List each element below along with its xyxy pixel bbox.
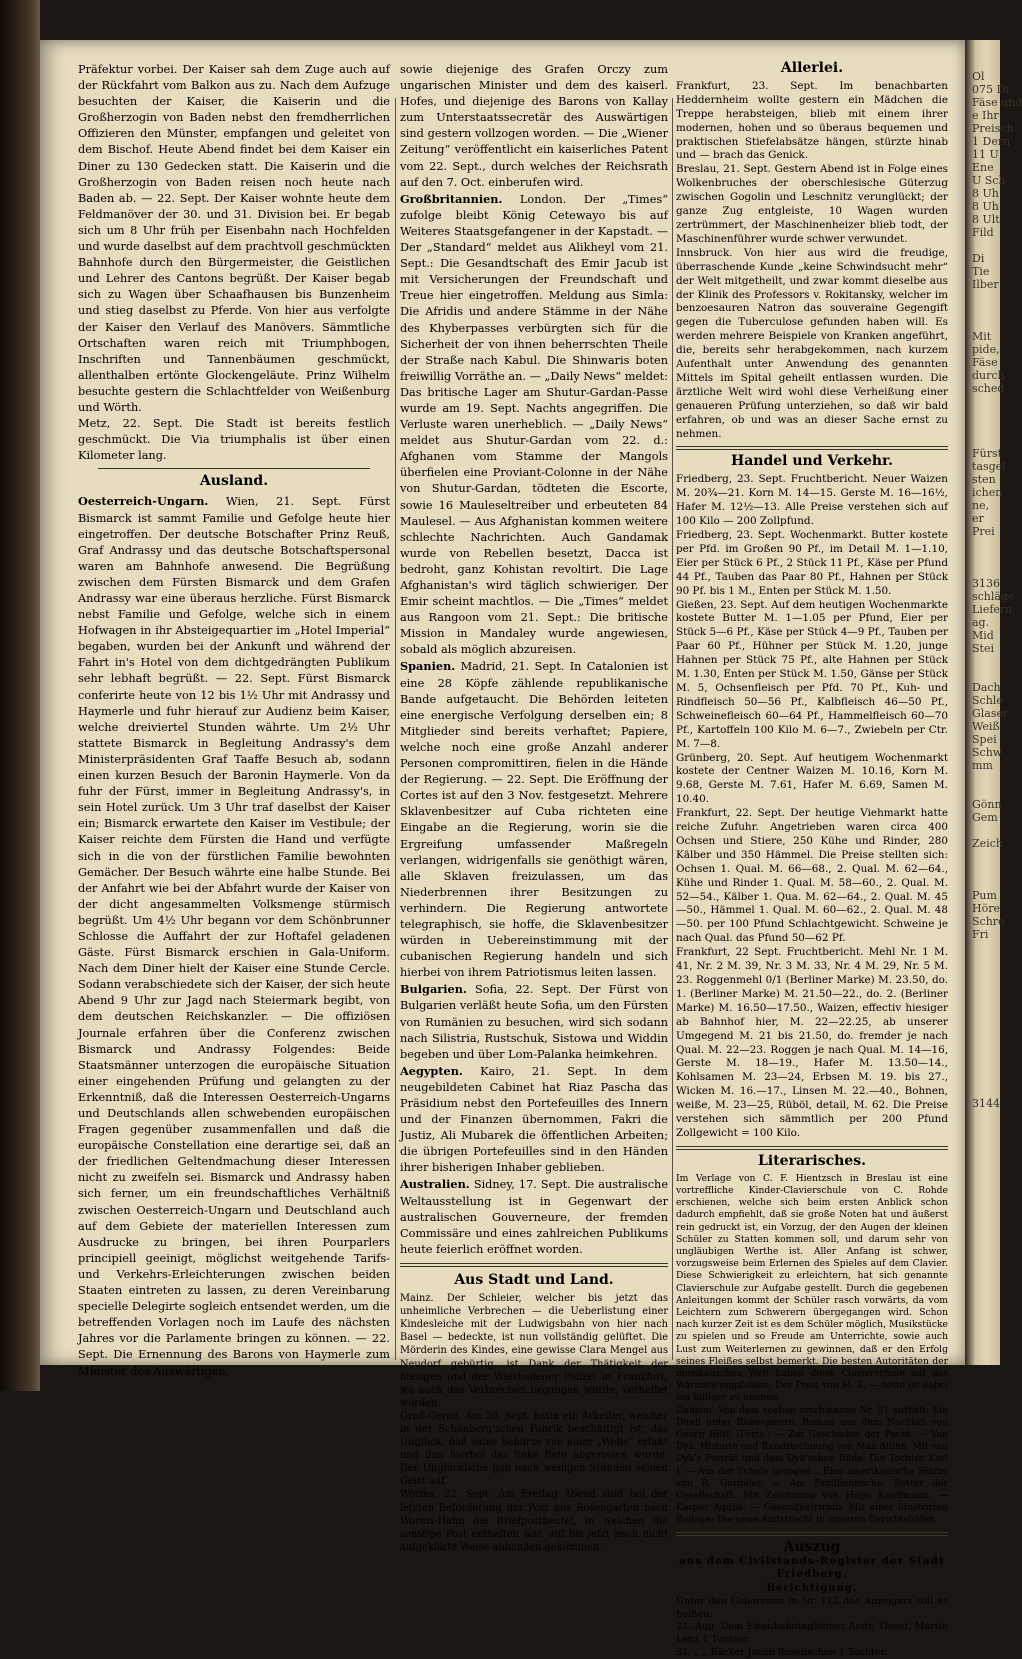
register-text: Unter den Geborenen in Nr. 112 des Anzeigers soll es heißen: xyxy=(676,1596,948,1620)
next-page-fragment: Liefern xyxy=(972,603,1013,616)
article-text: Wien, 21. Sept. Fürst Bismarck ist sammt Familie und Gefolge heute hier eingetroffen. Der deutsche Botschafter Prinz Reuß, Graf Andrassy und das deutsche Botschaftspersonal waren am Bahnhofe anwesend. Die Begrüßung zwischen dem Fürsten Bismarck und dem Grafen Andrassy war eine überaus herzliche. Fürst Bismarck nebst Familie und Gefolge, welche sich in einem Hofwagen in ihr Absteigequartier im „Hotel Imperial“ begaben, wurden bei der Ankunft und während der Fahrt in's Hotel von dem dichtgedrängten Publikum sehr lebhaft begrüßt. — 22. Sept. Fürst Bismarck conferirte heute von 12 bis 1½ Uhr mit Andrassy und Haymerle und fuhr hierauf zur Audienz beim Kaiser, welche dreiviertel Stunden währte. Um 2½ Uhr stattete Bismarck in Begleitung Andrassy's dem Ministerpräsidenten Graf Taaffe Besuch ab, sodann einen kurzen Besuch der Baronin Haymerle. Von da fuhr der Fürst, immer in Begleitung Andrassy's, in sein Hotel zurück. Um 3 Uhr traf daselbst der Kaiser ein; Bismarck erwartete den Kaiser im Vestibule; der Kaiser reichte dem Fürsten die Hand und verfügte sich in die von der fürstlichen Familie bewohnten Gemächer. Der Besuch währte eine halbe Stunde. Bei der Anfahrt wie bei der Abfahrt wurde der Kaiser von der dicht angesammelten Volksmenge stürmisch begrüßt. Um 4½ Uhr begann vor dem Schönbrunner Schlosse die Auffahrt der zur Hoftafel geladenen Gäste. Fürst Bismarck erschien in Gala-Uniform. Nach dem Diner hielt der Kaiser eine Stunde Cercle. Sodann verabschiedete sich der Kaiser, der sich heute Abend 9 Uhr zur Jagd nach Steiermark begibt, von dem deutschen Reichskanzler. — Die offiziösen Journale erfahren über die Conferenz zwischen Bismarck und Andrassy Folgendes: Beide Staatsmänner unterzogen die europäische Situation einer eingehenden Prüfung und gelangten zu der Erkenntniß, daß die Interessen Oesterreich-Ungarns und Deutschlands allen schwebenden europäischen Fragen gegenüber zusammenfallen und daß die europäische Constellation eine derartige sei, daß an der friedlichen Geltendmachung dieser Interessen nicht zu zweifeln sei. Bismarck und Andrassy haben sich ferner, um ein freundschaftliches Verhältniß zwischen Oesterreich-Ungarn und Deutschland auch auf dem Gebiete der materiellen Interessen zum Ausdrucke zu bringen, bei ihren Pourparlers principiell geeinigt, möglichst weitgehende Tarifs- und Verkehrs-Erleichterungen zwischen beiden Staaten eintreten zu lassen, zu deren Vereinbarung specielle Delegirte sogleich entsendet werden, um die betreffenden Vorlagen noch im Laufe des nächsten Jahres vor die Parlamente bringen zu können. — 22. Sept. Die Ernennung des Barons von Haymerle zum Minister des Auswärtigen, xyxy=(78,495,390,1378)
next-page-fragment xyxy=(972,967,1000,980)
next-page-fragment: Glaser xyxy=(972,707,1009,720)
berichtigung-heading: Berichtigung. xyxy=(766,1583,858,1595)
next-page-fragment: Gönn xyxy=(972,798,1002,811)
article-text: Präfektur vorbei. Der Kaiser sah dem Zuge auch auf der Rückfahrt vom Balkon aus zu. Nach dem Aufzuge besuchten der Kaiser, die Kaiserin und die Großherzogin von Baden nebst den fremdherrlichen Offizieren den Münster, empfangen und geleitet von dem Bischof. Heute Abend findet bei dem Kaiser ein Diner zu 130 Gedecken statt. Die Kaiserin und die Großherzogin von Baden reisen noch heute nach Baden ab. — 22. Sept. Der Kaiser wohnte heute dem Feldmanöver der 30. und 31. Division bei. Er begab sich um 8 Uhr früh per Eisenbahn nach Hochfelden und wurde daselbst auf dem prachtvoll geschmückten Bahnhofe durch den Bürgermeister, die Geistlichen und Lehrer des Cantons begrüßt. Der Kaiser begab sich zu Wagen über Schaafhausen bis Bunzenheim und stieg daselbst zu Pferde. Von hier aus verfolgte der Kaiser den Verlauf des Manövers. Sämmtliche Ortschaften waren reich mit Triumphbogen, Inschriften und Tannenbäumen geschmückt, allenthalben ertönte Glockengeläute. Prinz Wilhelm besuchte gestern die Schlachtfelder von Weißenburg und Wörth. xyxy=(78,63,390,414)
column-3 xyxy=(676,62,948,1659)
next-page-fragment: Ol xyxy=(972,70,985,83)
separator xyxy=(676,446,948,450)
next-page-fragment: sten xyxy=(972,473,996,486)
next-page-fragment: Prei xyxy=(972,525,995,538)
section-heading-handel: Handel und Verkehr. xyxy=(731,453,893,470)
section-heading-ausland: Ausland. xyxy=(199,473,269,490)
next-page-fragment: tasgel xyxy=(972,460,1006,473)
next-page-fragment: Preisch xyxy=(972,122,1014,135)
next-page-fragment: Ilber xyxy=(972,278,999,291)
article-text: Sofia, 22. Sept. Der Fürst von Bulgarien verläßt heute Sofia, um den Fürsten von Rumänien zu besuchen, wird sich sodann nach Silistria, Rustschuk, Sistowa und Widdin begeben und über Lom-Palanka heimkehren. xyxy=(400,983,669,1061)
separator xyxy=(676,1146,948,1150)
next-page-fragment xyxy=(972,655,1000,668)
next-page-fragment: Ene xyxy=(972,161,994,174)
market-report: Friedberg, 23. Sept. Fruchtbericht. Neuer Waizen M. 20¾—21. Korn M. 14—15. Gerste M. 16—16½, Hafer M. 12½—13. Alle Preise verstehen sich auf 100 Kilo — 200 Zollpfund. xyxy=(676,473,948,528)
next-page-fragment: Schre xyxy=(972,915,1005,928)
register-entry: 21. Aug. Dem Eisenbahntaglöhner Andr. Theod. Martin Lenz 1 Tochter. xyxy=(676,1621,948,1646)
article-text: Kairo, 21. Sept. In dem neugebildeten Cabinet hat Riaz Pascha das Präsidium nebst den Portefeuilles des Innern und der Finanzen übernommen, Fakri die Justiz, Ali Mubarek die öffentlichen Arbeiten; die übrigen Portefeuilles sind in den Händen ihrer bisherigen Inhaber geblieben. xyxy=(400,1064,668,1175)
article-text: Worms, 22. Sept. Am Freitag Abend sind bei der letzten Beförderung der Post aus Rosengarten nach Worms-Hahn die Briefpostbeutel, in welchen die sonstige Post enthalten war, auf bis jetzt noch nicht aufgeklärte Weise abhanden gekommen. xyxy=(400,1489,668,1553)
next-page-fragment xyxy=(972,1084,1000,1097)
separator xyxy=(676,1532,948,1536)
next-page-fragment: 8 Uh xyxy=(972,187,999,200)
next-page-fragment xyxy=(972,980,1000,993)
next-page-fragment xyxy=(972,876,1000,889)
market-report: Frankfurt, 22 Sept. Fruchtbericht. Mehl Nr. 1 M. 41, Nr. 2 M. 39, Nr. 3 M. 33, Nr. 4 M. 29, Nr. 5 M. 23. Roggenmehl 0/1 (Berliner Marke) M. 23.50, do. 1. (Berliner Marke) M. 21.50—22., do. 2. (Berliner Marke) M. 16.50—17.50., Waizen, effectiv hiesiger ab Bahnhof hier, M. 22—22.25, ab unserer Umgegend M. 21 bis 21.50, do. fremder je nach Qual. M. 22—23. Roggen je nach Qual. M. 14—16, Gerste M. 18—19., Hafer M. 13.50—14., Kohlsamen M. 23—24, Erbsen M. 19. bis 27., Wicken M. 16.—17., Linsen M. 22.—40., Bohnen, weiße, M. 23—25, Rüböl, detail, M. 62. Die Preise verstehen sich sämmtlich per 200 Pfund Zollgewicht = 100 Kilo. xyxy=(676,946,948,1139)
next-page-fragment: Fürst xyxy=(972,447,1003,460)
next-page-fragment: durch xyxy=(972,369,1005,382)
next-page-fragment: Fäse xyxy=(972,356,998,369)
column-2 xyxy=(400,62,668,1554)
article-text: sowie diejenige des Grafen Orczy zum ungarischen Minister und dem des kaiserl. Hofes, und diejenige des Barons von Kallay zum Unterstaatssecretär des Auswärtigen sind gestern vollzogen worden. — Die „Wiener Zeitung“ veröffentlicht ein kaiserliches Patent vom 22. Sept., durch welches der Reichsrath auf den 7. Oct. einberufen wird. xyxy=(400,63,668,189)
next-page-fragment: 1 Dern xyxy=(972,135,1011,148)
column-rule xyxy=(395,98,396,1360)
next-page-fragment xyxy=(972,1045,1000,1058)
article-text: Im Verlage von C. F. Hientzsch in Breslau ist eine vortreffliche Kinder-Clavierschule von C. Rohde erschienen, welche sich beim ersten Anblick schon dadurch empfiehlt, daß sie große Noten hat und äußerst rein gedruckt ist, ein Vorzug, der den Augen der kleinen Schüler zu Statten kommen soll, und darum sehr von ungläubigen Werthe ist. Aller Anfang ist schwer, vorzugsweise beim Erlernen des Spieles auf dem Clavier. Diese Schwierigkeit zu erleichtern, hat sich genannte Clavierschule zur Aufgabe gestellt. Durch die gegebenen Anleitungen kommt der Schüler rasch vorwärts, da vom Leichtern zum Schwerern übergegangen wird. Schon nach kurzer Zeit ist es dem Schüler möglich, Musikstücke zu spielen und so Freude am Unterrichte, sowie auch Lust zum Weiterlernen zu gewinnen, daß er den Erfolg seines Fleißes selbst bemerkt. Die besten Autoritäten der musikalischen Welt haben diese Clavierschule auf das Wärmste empfohlen. Der Preis von M. 3. — netto ist dabei ein billiger zu nennen. xyxy=(676,1172,948,1404)
section-heading-literarisches: Literarisches. xyxy=(758,1152,866,1169)
article-text: Sidney, 17. Sept. Die australische Weltausstellung ist in Gegenwart der australischen Gouverneure, der fremden Commissäre und eines zahlreichen Publikums heute feierlich eröffnet worden. xyxy=(400,1178,668,1256)
next-page-fragment: Schle xyxy=(972,694,1003,707)
next-page-fragment: Spei xyxy=(972,733,997,746)
section-heading-stadt-und-land: Aus Stadt und Land. xyxy=(454,1271,614,1288)
register-entry: 31. „ „ Bäcker Jacob Rosenschon 1 Tochter. xyxy=(676,1646,888,1658)
next-page-fragment xyxy=(972,1071,1000,1084)
next-page-fragment xyxy=(972,395,1000,408)
next-page-fragment xyxy=(972,408,1000,421)
next-page-fragment: 8 Uh xyxy=(972,200,999,213)
next-page-fragment xyxy=(972,824,1000,837)
next-page-fragments xyxy=(965,40,1022,1110)
next-page-fragment xyxy=(972,538,1000,551)
auszug-subtitle: aus dem Civilstands-Register der Stadt Friedberg. xyxy=(679,1554,945,1581)
book-spine xyxy=(0,0,40,1391)
next-page-fragment: Tie xyxy=(972,265,990,278)
next-page-fragment xyxy=(972,434,1000,447)
market-report: Grünberg, 20. Sept. Auf heutigem Wochenmarkt kostete der Centner Waizen M. 10.16, Korn M. 9.68, Gerste M. 7.61, Hafer M. 6.69, Samen M. 10.40. xyxy=(676,751,948,806)
next-page-fragment xyxy=(972,1019,1000,1032)
next-page-edge xyxy=(965,40,1022,1365)
next-page-fragment: Mit xyxy=(972,330,992,343)
next-page-fragment: 075 Di xyxy=(972,83,1009,96)
article-text: Mainz. Der Schleier, welcher bis jetzt das unheimliche Verbrechen — die Ueberlistung einer Kindesleiche mit der Ludwigsbahn von hier nach Basel — bedeckte, ist nun vollständig gelüftet. Die Mörderin des Kindes, eine gewisse Clara Mengel aus Neudorf gebürtig, ist Dank der Thätigkeit der hiesigen und der Wiesbadener Polizei in Frankfurt, wo auch das Verbrechen begangen wurde, verhaftet worden. xyxy=(400,1293,668,1409)
subheading-oesterreich: Oesterreich-Ungarn. xyxy=(78,494,209,509)
next-page-fragment: Di xyxy=(972,252,985,265)
next-page-fragment xyxy=(972,551,1000,564)
market-report: Gießen, 23. Sept. Auf dem heutigen Wochenmarkte kostete Butter M. 1—1.05 per Pfund, Eier per Stück 5—6 Pf., Käse per Stück 4—9 Pf., Tauben per Paar 60 Pf., Hühner per Stück M. 1.20, junge Hahnen per Stück 75 Pf., alte Hahnen per Stück M. 1.30, Enten per Stück M. 1.50, Gänse per Stück M. 5, Ochsenfleisch per Pfd. 70 Pf., Kuh- und Rindfleisch 50—56 Pf., Kalbfleisch 46—50 Pf., Schweinefleisch 60—64 Pf., Hammelfleisch 60—70 Pf., Kartoffeln 100 Kilo M. 6—7., Zwiebeln per Ctr. M. 7—8. xyxy=(676,598,948,750)
next-page-fragment: Stei xyxy=(972,642,994,655)
next-page-fragment xyxy=(972,1032,1000,1045)
market-report: Frankfurt, 22. Sept. Der heutige Viehmarkt hatte reiche Zufuhr. Angetrieben waren circa 400 Ochsen und Stiere, 250 Kühe und Rinder, 280 Kälber und 350 Hämmel. Die Preise stellten sich: Ochsen 1. Qual. M. 66—68., 2. Qual. M. 62—64., Kühe und Rinder 1. Qual. M. 58—60., 2. Qual. M. 52—54., Kälber 1. Qua. M. 62—64., 2. Qual. M. 45—50., Hämmel 1. Qual. M. 60—62., 2. Qual. M. 48—50. per 100 Pfund Schlachtgewicht. Schweine je nach Qual. das Pfund 50—62 Pf. xyxy=(676,807,948,945)
next-page-fragment xyxy=(972,564,1000,577)
next-page-fragment: Höre xyxy=(972,902,1000,915)
subheading-grossbritannien: Großbritannien. xyxy=(400,191,503,206)
next-page-fragment xyxy=(972,785,1000,798)
next-page-fragment: mm xyxy=(972,759,993,772)
next-page-fragment xyxy=(972,863,1000,876)
next-page-fragment xyxy=(972,993,1000,1006)
next-page-fragment xyxy=(972,1058,1000,1071)
next-page-fragment: Weiß xyxy=(972,720,1000,733)
next-page-fragment xyxy=(972,421,1000,434)
next-page-fragment: Dach xyxy=(972,681,1001,694)
article-text: Breslau, 21. Sept. Gestern Abend ist in Folge eines Wolkenbruches der oberschlesische Güterzug zwischen Gogolin und Leschnitz verunglückt; der ganze Zug entgleiste, 10 Wagen wurden zertrümmert, der Maschinenheizer blieb todt, der Maschinenführer wurde schwer verwundet. xyxy=(676,163,948,245)
column-rule xyxy=(672,98,673,1360)
next-page-fragment: Pum xyxy=(972,889,997,902)
article-text: Innsbruck. Von hier aus wird die freudige, überraschende Kunde „keine Schwindsucht mehr“ der Welt mitgetheilt, und zwar kommt dieselbe aus der Klinik des Professors v. Rokitansky, welcher im benzoesauren Natron das souveraine Gegengift gegen die Tuberculose gefunden haben will. Es werden mehrere Beispiele von Kranken angeführt, die, bereits sehr herabgekommen, nach kurzem Aufenthalt unter Anwendung des genannten Mittels im Spital geheilt entlassen wurden. Die ärztliche Welt wird wohl diese Verheißung einer genaueren Prüfung unterziehen, so daß wir bald erfahren, ob und was an dieser Sache ernst zu nehmen. xyxy=(676,246,948,440)
next-page-fragment: Fri xyxy=(972,928,989,941)
next-page-fragment: 3144 xyxy=(972,1097,1000,1110)
next-page-fragment: 3136 xyxy=(972,577,1000,590)
next-page-fragment xyxy=(972,291,1000,304)
next-page-fragment: Gem xyxy=(972,811,998,824)
next-page-fragment: ag. xyxy=(972,616,990,629)
next-page-fragment xyxy=(972,668,1000,681)
next-page-fragment: e Ihr xyxy=(972,109,999,122)
article-text: London. Der „Times“ zufolge bleibt König Cetewayo bis auf Weiteres Staatsgefangener in der Kapstadt. — Der „Standard“ meldet aus Alikheyl vom 21. Sept.: Die Gesandtschaft des Emir Jacub ist mit Versicherungen der Freundschaft und Treue hier eingetroffen. Meldung aus Simla: Die Afridis und andere Stämme in der Nähe des Khyberpasses verbürgten sich für die Sicherheit der von ihnen beherrschten Theile der Straße nach Kabul. Die Shinwaris boten freiwillig Vorräthe an. — „Daily News“ meldet: Das britische Lager am Shutur-Gardan-Passe wurde am 19. Sept. Nachts angegriffen. Die Verluste waren unerheblich. — „Daily News“ meldet aus Shutur-Gardan vom 22. d.: Afghanen vom Stamme der Mangols überfielen eine Proviant-Colonne in der Nähe von Shutur-Gardan, tödteten die Escorte, sowie 16 Mauleseltreiber und erbeuteten 84 Maulesel. — Aus Afghanistan kommen weitere schlechte Nachrichten. Auch Gandamak wurde von Rebellen besetzt, Dacca ist bedroht, ganz Kohistan revoltirt. Die Lage Afghanistan's wird täglich schwieriger. Der Emir scheint machtlos. — Die „Times“ meldet aus Rangoon vom 21. Sept.: Die britische Mission in Mandaley wurde angewiesen, sobald als möglich abzureisen. xyxy=(400,192,668,657)
subheading-aegypten: Aegypten. xyxy=(400,1063,463,1078)
next-page-fragment xyxy=(972,941,1000,954)
article-text: Groß-Gerau. Am 20. Sept. hatte ein Arbeiter, welcher in der Schönberg'schen Fabrik beschäftigt ist, das Unglück, daß seine Schürze von einer „Welle“ erfaßt und ihm hierbei das linke Bein abgerissen wurde. Der Unglückliche gab nach wenigen Stunden seinen Geist auf. xyxy=(400,1410,668,1488)
subheading-australien: Australien. xyxy=(400,1177,470,1192)
next-page-fragment: Fäse und xyxy=(972,96,1022,109)
next-page-fragment: U Sch xyxy=(972,174,1006,187)
next-page-fragment: 8 Ult xyxy=(972,213,1000,226)
next-page-fragment xyxy=(972,239,1000,252)
next-page-fragment xyxy=(972,850,1000,863)
article-text: Metz, 22. Sept. Die Stadt ist bereits festlich geschmückt. Die Via triumphalis ist über einen Kilometer lang. xyxy=(78,417,390,463)
next-page-fragment: ne, xyxy=(972,499,990,512)
next-page-fragment xyxy=(972,954,1000,967)
article-text: Madrid, 21. Sept. In Catalonien ist eine 28 Köpfe zählende republikanische Bande aufgetaucht. Die Behörden leiteten eine energische Verfolgung derselben ein; 8 Mitglieder sind bereits verhaftet; Papiere, welche noch eine große Anzahl anderer Personen compromittiren, fielen in die Hände der Regierung. — 22. Sept. Die Eröffnung der Cortes ist auf den 3 Nov. festgesetzt. Mehrere Sklavenbesitzer auf Cuba richteten eine Eingabe an die Regierung, worin sie die Ergreifung umfassender Maßregeln verlangen, widrigenfalls sie genöthigt wären, alle Sklaven freizulassen, um das Niederbrennen ihrer Besitzungen zu verhindern. Die Regierung antwortete telegraphisch, sie hoffe, die Sklavenbesitzer würden in Uebereinstimmung mit der cubanischen Regierung handeln und sich hierbei von ihrem Patriotismus leiten lassen. xyxy=(400,660,668,980)
subheading-bulgarien: Bulgarien. xyxy=(400,982,467,997)
section-heading-auszug: Auszug xyxy=(783,1538,841,1555)
next-page-fragment: Fild xyxy=(972,226,994,239)
article-text: Frankfurt, 23. Sept. Im benachbarten Heddernheim wollte gestern ein Mädchen die Treppe herabsteigen, blieb mit einem ihrer modernen, hohen und so überaus bequemen und praktischen Stiefelabsätze hängen, stürzte hinab und — brach das Genick. xyxy=(676,79,948,162)
subheading-spanien: Spanien. xyxy=(400,659,456,674)
separator xyxy=(400,1263,668,1267)
section-heading-allerlei: Allerlei. xyxy=(780,60,844,76)
next-page-fragment: Zeich xyxy=(972,837,1003,850)
column-1 xyxy=(78,62,390,1380)
separator xyxy=(98,468,370,469)
next-page-fragment: ichen xyxy=(972,486,1003,499)
next-page-fragment: pide, xyxy=(972,343,1000,356)
next-page-fragment xyxy=(972,772,1000,785)
next-page-fragment xyxy=(972,317,1000,330)
next-page-fragment: er xyxy=(972,512,984,525)
market-report: Friedberg, 23. Sept. Wochenmarkt. Butter kostete per Pfd. im Großen 90 Pf., im Detail M. 1—1.10, Eier per Stück 6 Pf., 2 Stück 11 Pf., Käse per Pfund 44 Pf., Tauben das Paar 80 Pf., Hahnen per Stück 90 Pf. bis 1 M., Enten per Stück M. 1.50. xyxy=(676,529,948,597)
next-page-fragment xyxy=(972,1006,1000,1019)
next-page-fragment: Mid xyxy=(972,629,994,642)
article-text: Daheim. Von dem soeben erschienene Nr. 51 enthält: Ein Duell unter Robespierre. Roman aus dem Nachlaß von Georg Hiltl. (Forts.) — Zur Geschichte der Pacht. — Van Dyk. Historie und Randzeichnung von Max Allihn. Mit van Dyk's Porträt und dem Dyk'schen Bilde: Die Tochter Karl I. — Aus der Schule gezogen... Eine amerikanische Skizze von R. Gordeler. — Am Familientische: Retter der Gesellschaft. Mit Zeichnung von Hugo Kauffmann. — Kaspar Aquila. — Gesundheitsrath. Mit einer illustrirten Beilage: Die neue Amtstracht in unseren Gerichtshöfen. xyxy=(676,1404,948,1526)
next-page-fragment: sched xyxy=(972,382,1005,395)
next-page-fragment: Schw xyxy=(972,746,1003,759)
next-page-fragment xyxy=(972,304,1000,317)
next-page-fragment: 11 U xyxy=(972,148,999,161)
next-page-fragment: schläge xyxy=(972,590,1015,603)
